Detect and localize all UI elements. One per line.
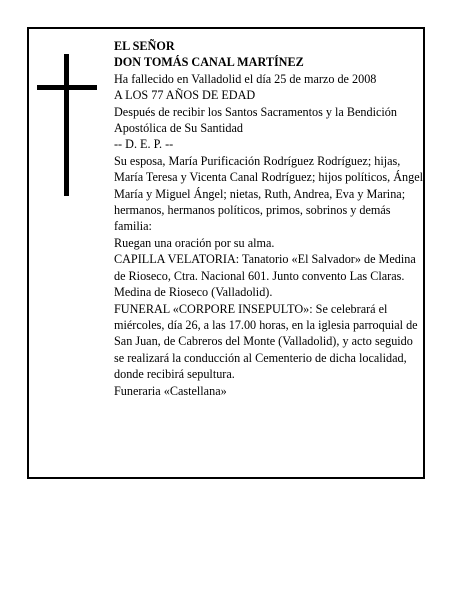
cross-icon [37, 54, 97, 196]
chapel-paragraph: CAPILLA VELATORIA: Tanatorio «El Salvador» de Medina de Rioseco, Ctra. Nacional 601. Junto convento Las Claras. Medina de Rioseco (Valladolid). [114, 252, 416, 300]
sacraments-line: Después de recibir los Santos Sacramentos y la Bendición Apostólica de Su Santidad [114, 104, 397, 136]
cross-horizontal-bar [37, 85, 97, 90]
deceased-name: DON TOMÁS CANAL MARTÍNEZ [114, 55, 304, 70]
notice-title: EL SEÑOR [114, 39, 175, 53]
death-line: Ha fallecido en Valladolid el día 25 de marzo de 2008 [114, 71, 377, 86]
family-paragraph: Su esposa, María Purificación Rodríguez Rodríguez; hijas, María Teresa y Vicenta Canal Rodríguez; hijos políticos, Ángel María y Miguel Ángel; nietas, Ruth, Andrea, Eva y Marina; hermanos, hermanos políticos, primos, sobrinos y demás familia: [114, 153, 424, 234]
rip-line: -- D. E. P. -- [114, 137, 174, 152]
prayer-line: Ruegan una oración por su alma. [114, 235, 275, 250]
funeral-paragraph: FUNERAL «CORPORE INSEPULTO»: Se celebrará el miércoles, día 26, a las 17.00 horas, en la iglesia parroquial de San Juan, de Cabreros del Monte (Valladolid), y acto seguido se realizará la conducción al Cementerio de dicha localidad, donde recibirá sepultura. [114, 301, 418, 382]
funeral-home-line: Funeraria «Castellana» [114, 383, 227, 398]
cross-vertical-bar [64, 54, 69, 196]
obituary-text [114, 38, 424, 399]
age-line: A LOS 77 AÑOS DE EDAD [114, 88, 256, 103]
